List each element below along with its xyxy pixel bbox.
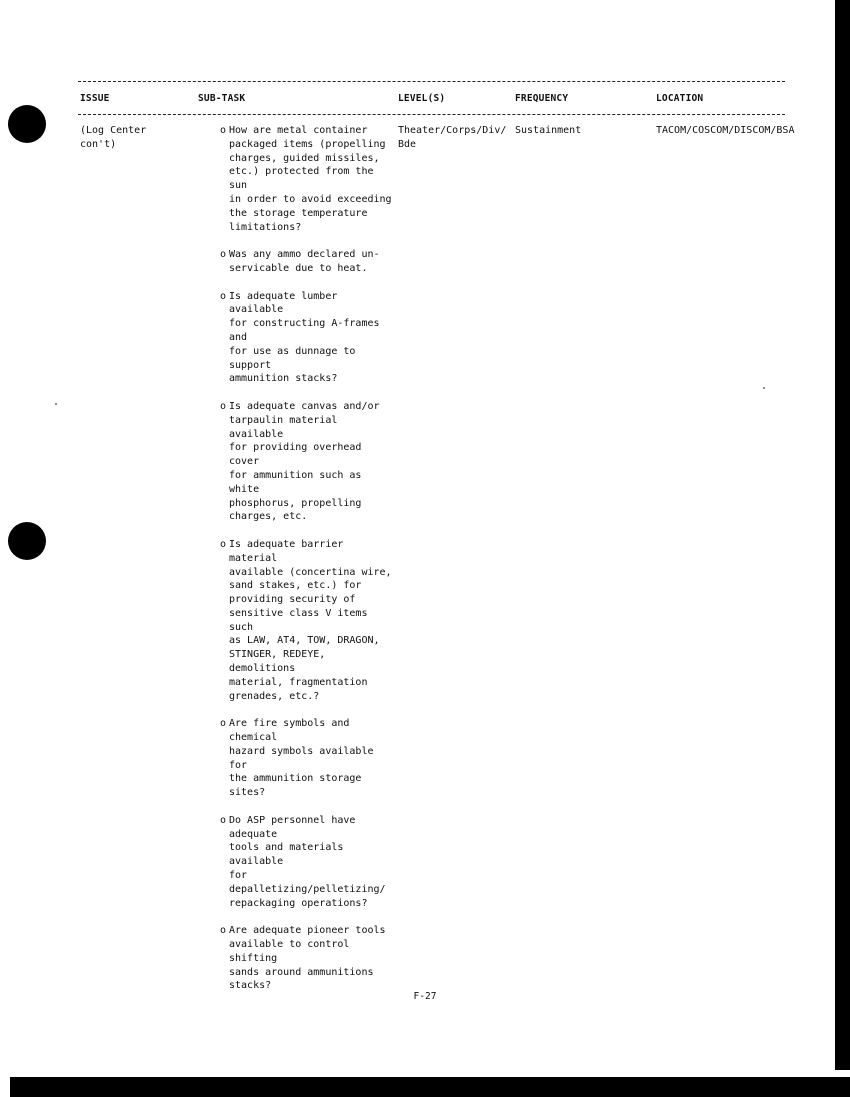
scan-speck xyxy=(763,387,765,389)
bullet: o xyxy=(220,814,227,826)
header-issue: ISSUE xyxy=(80,93,110,104)
bullet: o xyxy=(220,538,227,550)
subtask-text: Is adequate barrier material available (concertina wire, sand stakes, etc.) for providing security of sensitive class V items such as LAW, AT4, TOW, DRAGON, STINGER, REDEYE, demolitions material, fragmentation grenades, etc.? xyxy=(229,538,392,702)
subtask-item xyxy=(220,124,395,234)
subtask-list xyxy=(220,124,395,1007)
table-header-rule xyxy=(78,114,785,115)
bullet: o xyxy=(220,125,227,136)
subtask-item xyxy=(220,248,395,276)
subtask-item xyxy=(220,717,395,800)
subtask-text: Are adequate pioneer tools available to control shifting sands around ammunitions stacks? xyxy=(229,925,386,992)
scan-edge-bottom xyxy=(10,1077,850,1097)
subtask-item xyxy=(220,814,395,911)
binder-hole-middle xyxy=(8,522,46,560)
subtask-text: Do ASP personnel have adequate tools and materials available for depalletizing/pelletizing/ repackaging operations? xyxy=(229,814,386,909)
subtask-text: Is adequate canvas and/or tarpaulin material available for providing overhead cover for ammunition such as white phosphorus, propelling charges, etc. xyxy=(229,400,380,523)
bullet: o xyxy=(220,925,227,937)
location-cell: TACOM/COSCOM/DISCOM/BSA xyxy=(656,125,795,136)
subtask-item xyxy=(220,924,395,993)
bullet: o xyxy=(220,290,227,302)
page-number: F-27 xyxy=(413,991,437,1002)
bullet: o xyxy=(220,400,227,412)
header-frequency: FREQUENCY xyxy=(515,93,569,104)
table-top-rule xyxy=(78,81,785,82)
subtask-text: How are metal container packaged items (propelling charges, guided missiles, etc.) protected from the sun in order to avoid exceeding the storage temperature limitations? xyxy=(229,125,392,233)
header-location: LOCATION xyxy=(656,93,704,104)
scan-edge-right xyxy=(835,0,850,1070)
scan-speck xyxy=(55,403,57,405)
bullet: o xyxy=(220,249,227,261)
subtask-item xyxy=(220,290,395,387)
issue-cell: (Log Center con't) xyxy=(80,125,147,150)
subtask-item xyxy=(220,400,395,524)
bullet: o xyxy=(220,718,227,730)
frequency-cell: Sustainment xyxy=(515,125,582,136)
subtask-text: Is adequate lumber available for constructing A-frames and for use as dunnage to support ammunition stacks? xyxy=(229,290,380,385)
subtask-text: Are fire symbols and chemical hazard symbols available for the ammunition storage sites? xyxy=(229,718,374,799)
levels-cell: Theater/Corps/Div/ Bde xyxy=(398,125,507,150)
header-subtask: SUB-TASK xyxy=(198,93,246,104)
subtask-item xyxy=(220,538,395,704)
binder-hole-top xyxy=(8,105,46,143)
header-levels: LEVEL(S) xyxy=(398,93,446,104)
subtask-text: Was any ammo declared un- servicable due to heat. xyxy=(229,249,380,274)
